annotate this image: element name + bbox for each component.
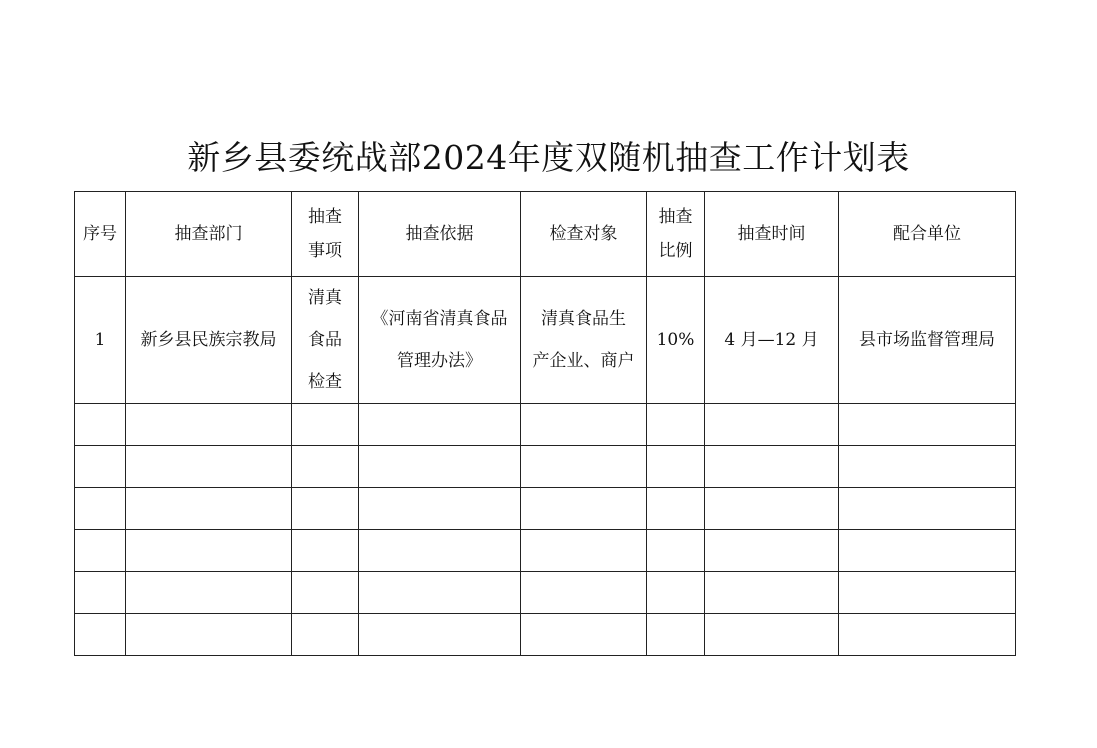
empty-cell bbox=[521, 572, 647, 614]
cell-basis-line1: 《河南省清真食品 bbox=[371, 309, 508, 329]
empty-cell bbox=[292, 488, 359, 530]
cell-item-line1: 清真 bbox=[308, 288, 342, 308]
empty-cell bbox=[126, 572, 292, 614]
empty-cell bbox=[75, 446, 126, 488]
empty-cell bbox=[647, 446, 705, 488]
empty-cell bbox=[839, 488, 1016, 530]
cell-dept: 新乡县民族宗教局 bbox=[126, 277, 292, 404]
page-title: 新乡县委统战部2024年度双随机抽查工作计划表 bbox=[187, 138, 910, 177]
cell-unit: 县市场监督管理局 bbox=[839, 277, 1016, 404]
empty-cell bbox=[647, 530, 705, 572]
header-basis: 抽查依据 bbox=[359, 192, 521, 277]
empty-cell bbox=[359, 572, 521, 614]
empty-cell bbox=[126, 614, 292, 656]
cell-seq: 1 bbox=[75, 277, 126, 404]
empty-cell bbox=[359, 530, 521, 572]
empty-cell bbox=[521, 488, 647, 530]
header-item-line2: 事项 bbox=[308, 241, 342, 261]
empty-cell bbox=[705, 614, 839, 656]
empty-cell bbox=[705, 488, 839, 530]
empty-cell bbox=[292, 446, 359, 488]
empty-cell bbox=[359, 404, 521, 446]
empty-cell bbox=[75, 488, 126, 530]
empty-cell bbox=[75, 614, 126, 656]
cell-target-line1: 清真食品生 bbox=[541, 309, 626, 329]
cell-basis bbox=[359, 277, 521, 404]
header-ratio-line1: 抽查 bbox=[658, 207, 693, 227]
empty-cell bbox=[359, 488, 521, 530]
header-time: 抽查时间 bbox=[705, 192, 839, 277]
cell-basis-line2: 管理办法》 bbox=[397, 351, 482, 371]
empty-cell bbox=[292, 530, 359, 572]
empty-cell bbox=[126, 446, 292, 488]
empty-cell bbox=[75, 404, 126, 446]
empty-row bbox=[75, 614, 1016, 656]
header-seq: 序号 bbox=[75, 192, 126, 277]
empty-cell bbox=[839, 404, 1016, 446]
empty-row bbox=[75, 530, 1016, 572]
empty-row bbox=[75, 488, 1016, 530]
empty-cell bbox=[647, 614, 705, 656]
empty-cell bbox=[292, 572, 359, 614]
header-unit: 配合单位 bbox=[839, 192, 1016, 277]
empty-cell bbox=[521, 530, 647, 572]
empty-cell bbox=[359, 614, 521, 656]
empty-cell bbox=[292, 614, 359, 656]
empty-cell bbox=[359, 446, 521, 488]
empty-cell bbox=[647, 488, 705, 530]
empty-cell bbox=[839, 614, 1016, 656]
cell-time: 4 月—12 月 bbox=[705, 277, 839, 404]
header-dept: 抽查部门 bbox=[126, 192, 292, 277]
empty-cell bbox=[75, 530, 126, 572]
table-row bbox=[75, 277, 1016, 404]
cell-ratio: 10% bbox=[647, 277, 705, 404]
empty-cell bbox=[521, 614, 647, 656]
table-header-row bbox=[75, 192, 1016, 277]
plan-table bbox=[74, 191, 1016, 656]
empty-cell bbox=[705, 446, 839, 488]
cell-target-line2: 产企业、商户 bbox=[532, 351, 635, 371]
empty-cell bbox=[705, 404, 839, 446]
empty-cell bbox=[521, 404, 647, 446]
empty-cell bbox=[647, 572, 705, 614]
empty-cell bbox=[705, 572, 839, 614]
cell-item bbox=[292, 277, 359, 404]
cell-item-line3: 检查 bbox=[308, 372, 342, 392]
empty-row bbox=[75, 404, 1016, 446]
empty-cell bbox=[839, 572, 1016, 614]
cell-item-line2: 食品 bbox=[308, 330, 342, 350]
header-item bbox=[292, 192, 359, 277]
header-ratio-line2: 比例 bbox=[658, 241, 693, 261]
empty-cell bbox=[521, 446, 647, 488]
empty-cell bbox=[705, 530, 839, 572]
header-target: 检查对象 bbox=[521, 192, 647, 277]
empty-cell bbox=[126, 404, 292, 446]
empty-row bbox=[75, 572, 1016, 614]
empty-cell bbox=[839, 530, 1016, 572]
empty-cell bbox=[75, 572, 126, 614]
empty-cell bbox=[839, 446, 1016, 488]
empty-row bbox=[75, 446, 1016, 488]
empty-cell bbox=[647, 404, 705, 446]
cell-target bbox=[521, 277, 647, 404]
empty-cell bbox=[126, 530, 292, 572]
empty-cell bbox=[126, 488, 292, 530]
header-ratio bbox=[647, 192, 705, 277]
empty-cell bbox=[292, 404, 359, 446]
header-item-line1: 抽查 bbox=[308, 207, 342, 227]
